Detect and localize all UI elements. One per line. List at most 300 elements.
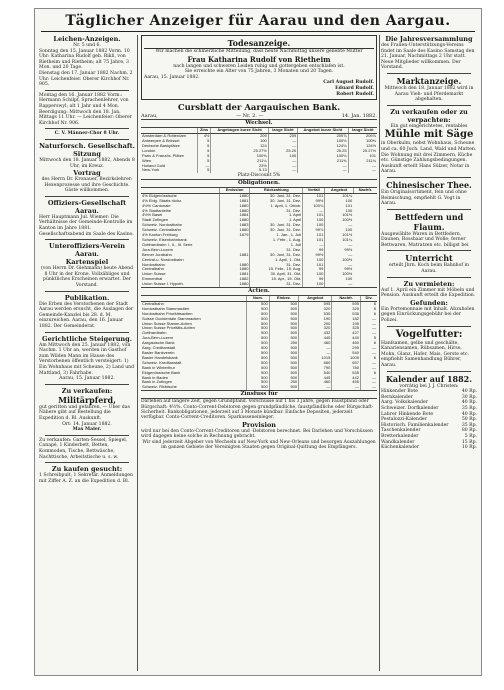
actien-cell: 442 [332, 376, 361, 381]
divider [387, 177, 471, 178]
obligationen-cell: 1880 [219, 263, 250, 268]
kalender-item-price: 50 Rp. [461, 417, 477, 423]
kalender-list [381, 389, 477, 451]
wechsel-cell: 100 [211, 139, 268, 144]
actien-cell: 500 [247, 341, 269, 346]
divider [45, 139, 129, 140]
actien-cell: 195 [332, 322, 361, 327]
obligationen-cell: 1880 [219, 204, 250, 209]
actien-cell: Basler Handelsbank [142, 355, 178, 360]
obligationen-cell: 100¾ [303, 204, 325, 209]
actien-cell: 500 [269, 301, 298, 306]
gefunden-text: Ein Portemonnaie mit Inhalt. Abzuholen gegen Einrückungsgebühr bei der Polizei. [381, 306, 475, 324]
actien-cell: 500 [269, 326, 298, 331]
actien-cell: 500 [247, 336, 269, 341]
wechsel-cell: London [142, 148, 156, 153]
leichen-entry-1: Sonntag den 15. Januar 1882 Vorm. 10 Uhr: Katharina Rudolf geb. Rikli, von Rietheim und Rietheim; alt 75 Jahre, 3 Mon. und 20 Tage. [39, 48, 130, 71]
unterricht-title: Unterricht [405, 253, 453, 264]
obligationen-cell: 1. April, 1. Okt. [250, 258, 303, 263]
obligationen-cell: 100 [303, 282, 325, 287]
actien-cell: 535 [299, 312, 332, 317]
wechsel-cell: New-York [142, 168, 160, 173]
obligationen-cell: Stadt Zofingen [142, 218, 169, 223]
obligationen-cell: 101 [303, 238, 325, 243]
obligationen-cell: 100 [325, 277, 353, 282]
platz-discount: Platz-Discount 5% [237, 173, 281, 179]
unteroffiziers-title: Unteroffiziers-Verein Aarau. [48, 242, 126, 259]
obligationen-cell: Jura-Bern-Luzern [142, 247, 174, 252]
wechsel-cell: 5 [197, 144, 211, 149]
wechsel-cell: 209 [268, 134, 297, 139]
actien-cell: — [360, 385, 377, 390]
masthead-rule [41, 31, 475, 32]
wechsel-cell: 100⅜ [211, 154, 268, 159]
jahresversammlung-text: des Frauen-Unterstützungs-Vereins findet im Saale des Kasino Samstag den 21. Januar, Nachmittags 2 Uhr statt. Neue Mitglieder willkommen. Der Vorstand. [381, 43, 475, 71]
thee-text: Ein Originalsortiment, fein und ohne Beimischung, empfiehlt G. Vogt in Aarau. [381, 189, 467, 207]
kalender-item-name: Taschenkalender [381, 428, 421, 434]
vortrag-heading: Vortrag [73, 169, 101, 178]
bettfedern-title: Bettfedern und Flaum. [394, 211, 464, 232]
obligationen-cell: 1881 [219, 253, 250, 258]
actien-cell: 595 [299, 301, 332, 306]
obligationen-cell: 101 [303, 233, 325, 238]
newspaper-page [34, 8, 482, 676]
vogelfutter-title: Vogelfutter: [395, 328, 463, 340]
kalender-item-price: 30 Rp. [461, 394, 477, 400]
unterricht-text: erteilt Jhrn. Koch beim Bahnhof in Aarau. [389, 263, 469, 275]
obligationen-cell: 100½ [325, 258, 353, 263]
obligationen-cell: 1880 [219, 209, 250, 214]
actien-cell: 500 [269, 385, 298, 390]
militaerpferd-heading: Militärpferd, [58, 394, 116, 405]
divider [387, 250, 471, 251]
column-divider-right [379, 35, 380, 671]
actien-cell: 1015 [299, 356, 332, 361]
wechsel-cell: Antwerpen & Brüssel [142, 138, 180, 143]
wechsel-cell: 211¼ [211, 159, 268, 164]
kalender-item-price: 15 Rp. [461, 439, 477, 445]
actien-cell: — [360, 351, 377, 356]
wechsel-column-header: Angebot kurze Sicht [298, 128, 348, 133]
todesanzeige-intro: Wir machen die schmerzliche Mitteilung, dass heute Nachmittag unsere geliebte Mutter [155, 49, 363, 54]
wechsel-cell: 209⅞ [348, 134, 377, 139]
muehle-text: in Oberkulm, nebst Wohnhaus, Scheune und ca. 60 Juch. Land, Wald und Matten. Die Wohnung mit drei Zimmern, Küche etc. Günstige Zahlungsbedingungen. Auskunft erteilt Hans Sülzer, Notar in Aarau. [381, 141, 477, 175]
actien-cell: 540 [299, 371, 332, 376]
actien-cell: — [360, 380, 377, 385]
kalender-item-price: 40 Rp. [461, 411, 477, 417]
obligationen-cell: 101½ [325, 213, 353, 218]
cursblatt-title: Cursblatt der Aargauischen Bank. [177, 103, 341, 114]
divider [45, 90, 129, 91]
actien-cell: 500 [247, 307, 269, 312]
divider [45, 462, 129, 463]
obligationen-cell: 4% Eidg. Staats rückz. [142, 198, 183, 203]
obligationen-cell: Centralbahn [142, 267, 164, 272]
kalender-item [381, 445, 477, 451]
obligationen-cell: 31. Dez. [250, 263, 303, 268]
actien-cell: Centralbahn [142, 301, 164, 306]
obligationen-cell: 99 [303, 248, 325, 253]
leichen-entry-4: Beerdigung: Mittwoch den 18. Jan. Mittags 11 Uhr. — Leichenfeier: Oberer Kirchhof Nr. 906. [39, 109, 132, 126]
obligationen-cell: — [325, 282, 353, 287]
obligationen-cell: Schweiz. Nordostbahn [142, 223, 183, 228]
actien-cell: 5 [360, 336, 377, 341]
wechsel-cell: 124⅛ [298, 144, 348, 149]
actien-cell: 500 [247, 376, 269, 381]
verkauf-date: Ort: 14. Januar 1882. [62, 421, 112, 427]
obligationen-cell: 30. April, 31. Okt. [250, 272, 303, 277]
actien-cell: 500 [247, 326, 269, 331]
actien-cell: 320 [299, 326, 332, 331]
wechsel-cell: 25.25 [298, 149, 348, 154]
wechsel-cell: 100⅜ [348, 139, 377, 144]
actien-cell: 295 [332, 346, 361, 351]
todesanzeige-signer-3: Robert Rudolf. [336, 91, 374, 97]
actien-cell: 500 [247, 371, 269, 376]
actien-cell: 6 [360, 356, 377, 361]
actien-cell: 500 [269, 312, 298, 317]
offiziers-title: Offiziers-Gesellschaft Aarau. [47, 198, 127, 215]
actien-cell: 500 [269, 346, 298, 351]
obligationen-cell: 1. Jan., 1. Juli [250, 233, 303, 238]
actien-cell: — [360, 346, 377, 351]
wechsel-column-header: lange Sicht [268, 128, 297, 133]
kalender-item-name: Aarg. Volkskalender [381, 400, 428, 406]
wechsel-cell: 211⅜ [298, 159, 348, 164]
actien-cell: 325 [332, 307, 361, 312]
actien-cell: Union Suisse Prioritäts-Actien [142, 326, 195, 331]
left-column [39, 35, 135, 671]
actien-cell: — [360, 376, 377, 381]
actien-cell: 445 [299, 376, 332, 381]
moebel-verkauf-text: Zu verkaufen: Garten-Sessel, Spiegel, Canapé, 1 Kinderbett, Betten, Kommoden, Tische, Bettwäsche, Nachttische, Arbeitstische u. s. w. [39, 437, 128, 460]
actien-cell: Suisse Occidentale Stammactien [142, 316, 201, 321]
actien-cell: 190 [299, 317, 332, 322]
obligationen-cell: 100 [303, 218, 325, 223]
todesanzeige-body: nach langen und schweren Leiden ruhig und gottergeben entschlafen ist. [173, 63, 345, 69]
wechsel-cell: 5 [197, 149, 211, 154]
jahresversammlung-title: Die Jahresversammlung [385, 35, 473, 43]
actien-cell: 325 [332, 326, 361, 331]
divider [45, 239, 129, 240]
marktanzeige-text: Mittwoch den 18. Januar 1882 wird in Aarau Vieh- und Pferdemarkt abgehalten. [384, 85, 474, 103]
kartenspiel-heading: Kartenspiel [65, 258, 109, 267]
wechsel-cell: Deutsche Bankplätze [142, 143, 180, 148]
obligationen-cell: 15. Febr., 15. Aug. [250, 267, 303, 272]
actien-cell: 500 [247, 380, 269, 385]
actien-title: Actien. [141, 287, 377, 296]
wechsel-cell: 25.27½ [348, 149, 377, 154]
cursblatt-date: 14. Jan. 1882. [341, 113, 377, 120]
actien-cell: 182 [332, 317, 361, 322]
kalender-item-name: Historisch. Familienkalender [381, 422, 449, 428]
wechsel-cell: 25.27½ [211, 149, 268, 154]
actien-cell: 500 [247, 385, 269, 390]
actien-cell: 440 [332, 336, 361, 341]
divider [387, 277, 471, 278]
wechsel-cell: — [268, 144, 297, 149]
obligationen-cell: 1884 [219, 213, 250, 218]
obligationen-cell: 100 [303, 258, 325, 263]
actien-column-header: Div. [360, 296, 377, 301]
obligationen-cell: Schweiz. Centralbahn [142, 228, 181, 233]
actien-cell: 432 [299, 331, 332, 336]
actien-cell: 500 [269, 371, 298, 376]
divider [45, 435, 129, 436]
cursblatt-number: — Nr. 2. — [236, 113, 264, 120]
obligationen-cell: 99⅞ [303, 228, 325, 233]
obligationen-cell: 30. Juni, 31. Dez. [250, 193, 303, 198]
verpachten-title: Zu verkaufen oder zu verpachten: [390, 107, 468, 124]
actien-cell: 500 [269, 322, 298, 327]
actien-cell: 500 [247, 351, 269, 356]
actien-cell: Bank in Zofingen [142, 380, 173, 385]
actien-cell: — [299, 351, 332, 356]
actien-cell: 657 [332, 361, 361, 366]
verkauf-title: Zu verkaufen: [61, 386, 113, 395]
obligationen-cell: 1. April [250, 213, 303, 218]
kaufgesuch-text: 1 Schreibpult, 1 Sekretär. Anmeldungen mit Ziffer A. Z. an die Expedition d. Bl. [39, 473, 133, 484]
obligationen-cell: 99½ [325, 248, 353, 253]
actien-cell: 6 [360, 341, 377, 346]
obligationen-cell: — [303, 209, 325, 214]
actien-cell: Bank in Baden [142, 375, 169, 380]
wechsel-cell: — [268, 159, 297, 164]
wechsel-table [141, 128, 377, 173]
actien-cell: — [360, 317, 377, 322]
actien-cell: 500 [247, 331, 269, 336]
actien-cell: 500 [247, 361, 269, 366]
obligationen-cell: 1. Juli [250, 243, 303, 248]
obligationen-cell: 30. Juni, 31. Dez. [250, 199, 303, 204]
obligationen-cell: — [325, 263, 353, 268]
kalender-item-price: 10 Rp. [461, 445, 477, 451]
obligationen-cell: 1880 [219, 228, 250, 233]
actien-cell: 500 [247, 322, 269, 327]
obligationen-cell: 4½% Basel [142, 213, 163, 218]
kalender-item-name: Wandkalender [381, 439, 415, 445]
obligationen-cell: Emmenthal [142, 277, 163, 282]
actien-column-header: Nachfr. [332, 296, 361, 301]
actien-cell: 427 [332, 331, 361, 336]
obligationen-cell: 100½ [325, 218, 353, 223]
actien-cell: 500 [247, 317, 269, 322]
todesanzeige-title: Todesanzeige. [144, 38, 374, 49]
obligationen-cell: 100 [325, 228, 353, 233]
wechsel-cell: 5.13 [211, 168, 268, 173]
actien-cell: — [360, 322, 377, 327]
divider [45, 196, 129, 197]
publikation-title: Publikation. [64, 293, 110, 302]
actien-cell: — [360, 326, 377, 331]
wechsel-cell: — [268, 168, 297, 173]
vogelfutter-text: Hanfsamen, gelbe und geschälte, Kanariensamen, Rübsamen, Hirse, Mohn, Glanz, Hafer, Mais, Gerste etc. empfiehlt Samenhandlung Bührer, Aarau. [381, 340, 470, 368]
provision-text: wird nur bei den Conto-Corrent-Creditoren und -Debitoren berechnet. Bei Darlehen und Vorschüssen wird dagegen keine solche in Rechnung gebracht. [141, 428, 373, 440]
obligationen-title: Obligationen. [141, 179, 377, 188]
actien-cell: 660 [299, 361, 332, 366]
actien-column-header: Einbez. [269, 296, 298, 301]
wechsel-cell: 211¾ [348, 159, 377, 164]
actien-cell: 500 [247, 346, 269, 351]
actien-cell: 6 [360, 371, 377, 376]
right-column [381, 35, 477, 671]
kalender-item-price: 35 Rp. [461, 422, 477, 428]
zinsfuss-text: Darlehen auf längere Zeit, gegen Grundpfand. Vorschüsse auf 1 bis 3 Jahre, gegen Faustpfand oder Bürgschaft: 4½%. Conto-Corrent-Debitoren gegen grundpfändliche, faustpfändliche oder Bürgschaft-Sicherheit. Bankobligationen, jederzeit auf 3 Monate kündbar. Einfache Depositen, jederzeit verfügbar. Conto-Corrent-Creditoren. Sparkasseneinleger. [141, 399, 374, 421]
actien-cell: Nordostbahn Prioritätsactien [142, 311, 193, 316]
actien-cell: Bank in Winterthur [142, 365, 175, 370]
actien-cell: 790 [299, 366, 332, 371]
wechsel-cell: Holland Gold [142, 163, 166, 168]
verkauf-text: gut geritten und gefahren, — Über das Nähere gibt auf Bestellung die Expedition d. Bl. Auskunft. [39, 404, 130, 421]
wechsel-title: Wechsel. [141, 119, 377, 128]
obligationen-cell: 4% Kanton Freiburg [142, 233, 178, 238]
actien-cell: Aargauische Bank [142, 341, 175, 346]
divider [387, 326, 471, 327]
kalender-item-price: 35 Rp. [461, 405, 477, 411]
obligationen-cell: 1880 [219, 267, 250, 272]
provision-title: Provision [241, 420, 277, 429]
obligationen-cell: 101 [325, 204, 353, 209]
kalender-item-price: 40 Rp. [461, 389, 477, 395]
obligationen-cell: 1880 [219, 282, 250, 287]
actien-cell: 500 [247, 356, 269, 361]
actien-cell: 6 [360, 312, 377, 317]
obligationen-cell: 15. Apr., 15. Okt. [250, 277, 303, 282]
divider [45, 128, 129, 129]
wechsel-cell: 124 [211, 144, 268, 149]
thee-title: Chinesischer Thee. [386, 179, 472, 190]
wechsel-cell: — [348, 168, 377, 173]
kalender-item-price: 40 Rp. [461, 400, 477, 406]
actien-column-header: Angebot [299, 296, 332, 301]
wechsel-cell: Amsterdam & Rotterdam [142, 133, 187, 139]
obligationen-cell: 1. April [250, 218, 303, 223]
divider [45, 291, 129, 292]
todesanzeige-name: Frau Katharina Rudolf von Rietheim [187, 54, 331, 64]
wechsel-cell: — [268, 139, 297, 144]
todesanzeige-signer-1: Carl August Rudolf. [323, 80, 374, 86]
vortrag-text: des Herrn Dr. Kronauer, Bezirkslehrer: Hexenprozesse und ihre Geschichte. Gäste willkommen. [41, 177, 133, 194]
actien-cell: Schweiz. Kreditanstalt [142, 360, 182, 365]
actien-cell: 500 [247, 312, 269, 317]
obligationen-cell: 1880 [219, 218, 250, 223]
divider [387, 105, 471, 106]
actien-cell: — [299, 385, 332, 390]
wechsel-column-header: Angebogen kurze Sicht [211, 128, 268, 133]
actien-cell: 320 [299, 307, 332, 312]
kalender-item-name: Hinkender Bote [381, 389, 418, 395]
obligationen-cell: Berner Jurabahn [142, 252, 172, 257]
gefunden-title: Gefunden: [410, 298, 448, 307]
actien-cell: Basler Bankverein [142, 351, 175, 355]
obligationen-cell: 101 [303, 193, 325, 198]
obligationen-cell: Union Suisse [142, 272, 166, 277]
actien-cell: — [299, 346, 332, 351]
obligationen-cell: Schweiz. Eisenbahnbank [142, 237, 187, 242]
divider [387, 371, 471, 372]
actien-cell: 460 [332, 341, 361, 346]
actien-cell: Nordostbahn Stammactien [142, 306, 190, 311]
obligationen-cell: 99½ [325, 267, 353, 272]
divider [387, 73, 471, 74]
obligationen-cell: — [325, 243, 353, 248]
muehle-heading: Mühle mit Säge [384, 129, 474, 141]
verkauf-signature: Max Maier. [72, 427, 102, 433]
obligationen-cell: 30. Juni, 31. Dez. [250, 223, 303, 228]
verpachten-intro: Ein gut eingerichtetes, rentables [390, 123, 468, 129]
actien-cell: 455 [332, 380, 361, 385]
obligationen-cell: 101½ [325, 233, 353, 238]
actien-cell: 500 [269, 351, 298, 356]
wechsel-cell: — [298, 164, 348, 169]
obligationen-cell: 4½% Cantonale [142, 203, 171, 208]
obligationen-cell: 100 [325, 199, 353, 204]
actien-cell: 500 [269, 307, 298, 312]
wechsel-cell: — [268, 164, 297, 169]
wechsel-cell: 100⅛ [298, 154, 348, 159]
vermieten-text: Auf 1. April ein Zimmer mit Möbeln und Pension. Auskunft erteilt die Expedition. [381, 287, 476, 299]
obligationen-cell: 101¼ [325, 238, 353, 243]
actien-cell: 5 [360, 307, 377, 312]
kalender-item-price: 80 Rp. [461, 428, 477, 434]
actien-cell: 250 [269, 380, 298, 385]
kalender-item-name: Schweizer. Dorfkalender [381, 405, 439, 411]
actien-cell: 500 [269, 361, 298, 366]
actien-cell: 595 [332, 301, 361, 306]
obligationen-table [141, 188, 377, 287]
bettfedern-text: Ausgewählte Waren in Bettfedern, Daunen, Rosshaar und Wolle; ferner Bettwaren, Matratzen etc. billigst bei [381, 231, 469, 248]
divider [387, 209, 471, 210]
wechsel-cell: 100⅛ [298, 139, 348, 144]
obligationen-column-header: Angebot [325, 188, 353, 193]
obligationen-cell: 101 [303, 213, 325, 218]
column-divider-left [137, 35, 138, 671]
actien-cell: 540 [332, 351, 361, 356]
wechsel-cell: Paris & Französ. Plätze [142, 153, 184, 158]
obligationen-column-header: Verfall [303, 188, 325, 193]
actien-cell: — [360, 366, 377, 371]
obligationen-cell: 99 [303, 267, 325, 272]
divider [45, 384, 129, 385]
actien-cell: 1005 [332, 356, 361, 361]
obligationen-cell: 4% Eidgenössische [142, 193, 177, 198]
actien-cell: — [360, 361, 377, 366]
kalender-item-name: Bretterkalender [381, 433, 419, 439]
obligationen-cell: — [325, 253, 353, 258]
obligationen-cell: 101 [303, 263, 325, 268]
wechsel-cell: 101 [348, 154, 377, 159]
obligationen-cell: 31. Dez. [250, 248, 303, 253]
kalender-item-name: Lahrer Hinkende Bote [381, 411, 434, 417]
actien-cell: Jura-Bern-Luzern [142, 336, 174, 341]
leichen-entry-2: Dienstag den 17. Januar 1882 Nachm. 2 Uhr: Leichenfeier. Oberer Kirchhof Nr. 905. [39, 70, 133, 88]
obligationen-cell: 30. Juni, 31. Dez. [250, 253, 303, 258]
obligationen-cell: 1880 [219, 193, 250, 198]
obligationen-cell: Central-u. Nordostbahn [142, 257, 184, 262]
actien-cell: Union Suisse Stamm-Actien [142, 321, 192, 326]
obligationen-cell: 100 [303, 272, 325, 277]
wechsel-cell: — [348, 164, 377, 169]
wechsel-cell: 5 [197, 154, 211, 159]
actien-cell: — [332, 385, 361, 390]
wechsel-cell: 209⅞ [298, 134, 348, 139]
actien-cell: 445 [299, 336, 332, 341]
actien-cell: 460 [299, 380, 332, 385]
wechsel-cell: 23½ [211, 164, 268, 169]
obligationen-cell: 1882 [219, 277, 250, 282]
actien-cell: Eidgenössische Bank [142, 370, 181, 375]
wechsel-cell: 5 [197, 168, 211, 173]
